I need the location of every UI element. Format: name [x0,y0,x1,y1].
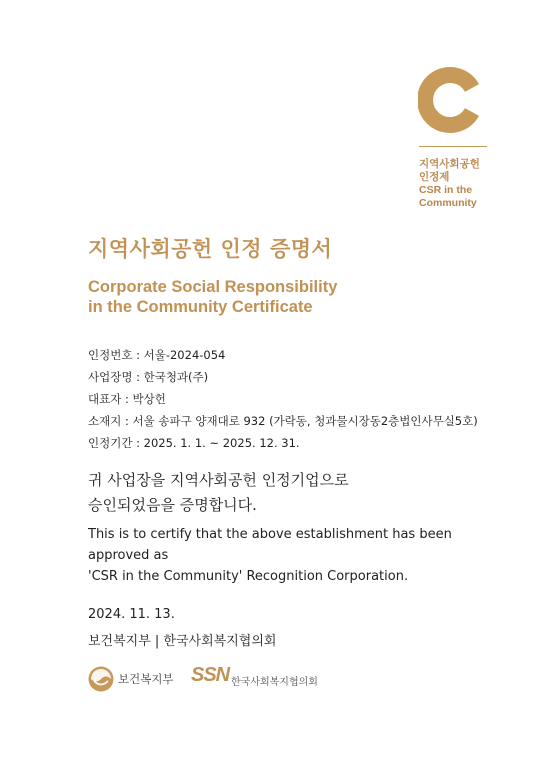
title-english-line-1: Corporate Social Responsibility [88,278,338,296]
issuing-organizations: 보건복지부 | 한국사회복지협의회 [88,634,277,649]
ssn-logo: SSN [191,664,230,686]
csr-logo-text [419,158,529,210]
business-name: 사업장명 : 한국청과(주) [88,370,209,384]
certificate-title-korean: 지역사회공헌 인정 증명서 [88,237,333,261]
representative: 대표자 : 박상헌 [88,392,166,406]
statement-english-line-2: approved as [88,548,169,563]
logo-divider [419,146,487,147]
mohw-name: 보건복지부 [118,672,174,686]
statement-korean-line-2: 승인되었음을 증명합니다. [88,496,257,514]
logo-line-1: 지역사회공헌 [419,158,480,170]
ssn-org-name: 한국사회복지협의회 [231,677,318,688]
statement-english-line-1: This is to certify that the above establishment has been [88,527,452,542]
statement-english-line-3: 'CSR in the Community' Recognition Corporation. [88,569,409,584]
certificate-details [88,347,478,457]
cert-number: 인정번호 : 서울-2024-054 [88,348,226,362]
logo-line-2: 인정제 [419,171,450,183]
address: 소재지 : 서울 송파구 양재대로 932 (가락동, 청과물시장동2층법인사무실5호) [88,414,478,428]
statement-korean-line-1: 귀 사업장을 지역사회공헌 인정기업으로 [88,471,349,489]
statement-korean [88,468,349,518]
logo-line-4: Community [419,197,477,209]
title-english-line-2: in the Community Certificate [88,298,313,316]
logo-line-3: CSR in the [419,184,473,196]
statement-english [88,524,452,587]
issue-date: 2024. 11. 13. [88,607,175,622]
certification-period: 인정기간 : 2025. 1. 1. ~ 2025. 12. 31. [88,436,300,450]
certificate-title-english [88,277,337,317]
mohw-emblem-icon [88,666,114,692]
csr-c-logo-icon [418,66,484,134]
